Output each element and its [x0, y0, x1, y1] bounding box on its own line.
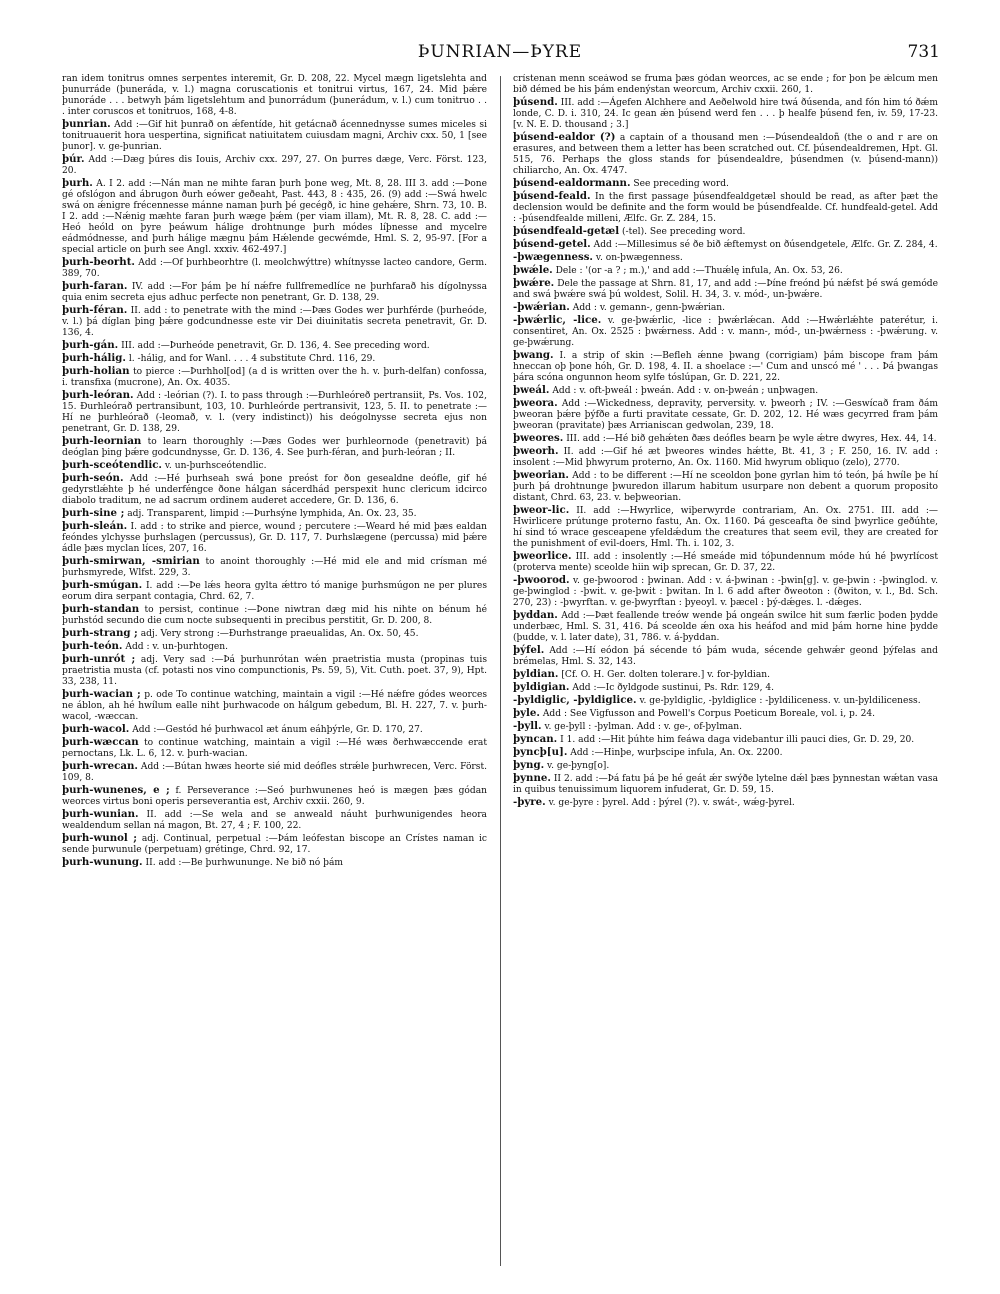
entry-headword: þúsend-ealdor (?)	[513, 131, 616, 143]
entry-headword: þúsend-ealdormann.	[513, 177, 631, 189]
dictionary-entry	[62, 154, 487, 177]
dictionary-entry	[62, 761, 487, 784]
entry-headword: -þyldiglic, -þyldiglice.	[513, 694, 637, 706]
dictionary-entry	[62, 857, 487, 869]
entry-headword: þurh-smirwan, -smirian	[62, 555, 200, 567]
entry-headword: þweál.	[513, 384, 550, 396]
dictionary-entry	[62, 833, 487, 856]
entry-headword: þurh-unrót ;	[62, 653, 136, 665]
entry-headword: þurh.	[62, 177, 93, 189]
entry-headword: þurh-strang ;	[62, 627, 138, 639]
dictionary-entry	[513, 315, 938, 349]
entry-headword: þúsend.	[513, 96, 558, 108]
entry-text: Add : See Vigfusson and Powell's Corpus Poeticum Boreale, vol. i, p. 24.	[542, 709, 876, 719]
dictionary-entry	[62, 521, 487, 555]
dictionary-entry	[62, 281, 487, 304]
right-column	[513, 74, 938, 1270]
entry-text: III. add :—Hé bið gehǽten ðæs deófles bearn þe wyle ǽtre dwyres, Hex. 44, 14.	[566, 434, 937, 444]
entry-text: II. add :—Se wela and se anweald náuht þurhwunigendes heora wealdendum sellan ná magon, Bt. 27, 4 ; F. 100, 22.	[62, 810, 487, 831]
entry-headword: þúsend-feald.	[513, 190, 591, 202]
entry-text: adj. Continual, perpetual :—Þám leófestan biscope an Crístes naman ic sende þurwunule (perpetuam) grétinge, Chrd. 92, 17.	[62, 834, 487, 855]
entry-text: to learn thoroughly :—Þæs Godes wer þurhleornode (penetravit) þá deóglan þing þǽre godcundnysse, Gr. D. 136, 4. See þurh-féran, and þurh-leóran ; II.	[62, 437, 487, 458]
dictionary-entry	[62, 508, 487, 520]
entry-headword: þurh-standan	[62, 603, 140, 615]
dictionary-entry	[513, 610, 938, 644]
dictionary-entry	[62, 785, 487, 808]
entry-text: Dele : '(or -a ? ; m.),' and add :—Thuǽlę infula, An. Ox. 53, 26.	[555, 266, 843, 276]
entry-headword: þurh-wunian.	[62, 808, 139, 820]
entry-text: See preceding word.	[633, 179, 729, 189]
entry-headword: þyddan.	[513, 609, 558, 621]
entry-headword: þurh-leornian	[62, 435, 142, 447]
entry-text: Add : v. oft-þweál : þweán. Add : v. on-þweán ; unþwagen.	[552, 386, 819, 396]
entry-text: III. add : insolently :—Hé smeáde mid tóþundennum móde hú hé þwyrlícost (proterva mente) sceolde hiin wiþ sprecan, Gr. D. 37, 22.	[513, 552, 938, 573]
entry-headword: þurh-sceótendlic.	[62, 459, 162, 471]
dictionary-entry	[513, 398, 938, 432]
dictionary-entry	[513, 433, 938, 445]
entry-headword: þýfel.	[513, 644, 545, 656]
entry-headword: þurh-hálig.	[62, 352, 126, 364]
entry-headword: þúsendfeald-getæl	[513, 225, 620, 237]
entry-text: II 2. add :—Þá fatu þá þe hé geát ǽr swýðe lytelne dǽl þæs þynnestan wǽtan vasa in quibus tenuissimum liquorem infuderat, Gr. D. 59, 15.	[513, 774, 938, 795]
dictionary-entry	[62, 580, 487, 603]
entry-headword: þwǽre.	[513, 277, 555, 289]
entry-headword: þurh-féran.	[62, 304, 128, 316]
dictionary-entry	[513, 350, 938, 384]
entry-text: adj. Transparent, limpid :—Þurhsýne lymphida, An. Ox. 23, 35.	[127, 509, 417, 519]
entry-headword: þurh-wæccan	[62, 736, 139, 748]
page-number: 731	[907, 42, 940, 62]
entry-text: Add : v. un-þurhtogen.	[125, 642, 229, 652]
entry-headword: þúr.	[62, 153, 85, 165]
entry-headword: þurh-wacian ;	[62, 688, 141, 700]
entry-text: v. ge-þwoorod : þwinan. Add : v. á-þwinan : -þwin[g]. v. ge-þwin : -þwinglod. v. ge-þwinglod : -þwit. v. ge-þwit : þwitan. In l. 6 add after ðweoton : (ðwiton, v. l., Bd. Sch. 270, 23) : -þwyrftan. v. ge-þwyrftan : þyeoyl. v. þæcel : þý-dǽges. l. -dǽges.	[513, 576, 938, 608]
dictionary-entry	[513, 132, 938, 177]
entry-text: to persist, continue :—Þone niwtran dæg mid his nihte on bénum hé þurhstód secundo die cum nocte subsequenti in precibus perstitit, Gr. D. 200, 8.	[62, 605, 487, 626]
dictionary-entry	[513, 760, 938, 772]
dictionary-entry	[62, 737, 487, 760]
entry-text: v. ge-þyng[o].	[547, 761, 610, 771]
entry-text: Add :—Gif hit þunrað on ǽfentíde, hit getácnað ácennednysse sumes miceles si tonitruauerit hora uespertina, significat natiuitatem cuiusdam magni, Archiv cxx. 50, 1 [see þunor]. v. ge-þunrian.	[62, 120, 487, 152]
entry-text: v. on-þwægenness.	[595, 253, 683, 263]
entry-text: Add :—Hí eódon þá sécende tó þám wuda, sécende gehwǽr geond þýfelas and brémelas, Hml. S. 32, 143.	[513, 646, 938, 667]
dictionary-entry	[513, 695, 938, 707]
entry-text: Add :—Ic ðyldgode sustinui, Ps. Rdr. 129, 4.	[572, 683, 775, 693]
dictionary-entry	[62, 654, 487, 688]
entry-headword: þurh-seón.	[62, 472, 124, 484]
dictionary-entry	[513, 278, 938, 301]
dictionary-entry	[513, 302, 938, 314]
dictionary-entry	[62, 74, 487, 118]
two-column-body	[62, 74, 938, 1270]
entry-headword: þyle.	[513, 707, 540, 719]
dictionary-entry	[513, 645, 938, 668]
dictionary-entry	[513, 74, 938, 96]
entry-headword: þyncþ[u].	[513, 746, 568, 758]
entry-headword: þweora.	[513, 397, 558, 409]
dictionary-entry	[62, 390, 487, 435]
entry-headword: þyldigian.	[513, 681, 570, 693]
entry-text: Dele the passage at Shrn. 81, 17, and add :—Þíne freónd þú nǽfst þé swá gemóde and swá þwǽre swá þú woldest, Solil. H. 34, 3. v. mód-, un-þwǽre.	[513, 279, 938, 300]
entry-text: III. add :—Þurheóde penetravit, Gr. D. 136, 4. See preceding word.	[121, 341, 430, 351]
entry-text: In the first passage þúsendfealdgetæl should be read, as after þæt the declension would be definite and the form would be þúsendfealde. Cf. hundfeald-getel. Add : -þúsendfealde milleni, Ælfc. Gr. Z. 284, 15.	[513, 192, 938, 224]
entry-headword: þynne.	[513, 772, 551, 784]
dictionary-entry	[513, 505, 938, 550]
entry-text: a captain of a thousand men :—Þúsendealdoñ (the o and r are on erasures, and between them a letter has been scratched out. Cf. þúsendealdremen, Hpt. Gl. 515, 76. Perhaps the gloss stands for þúsendealdre, þúsendmen (v. þúsend-mann)) chiliarcho, An. Ox. 4747.	[513, 133, 938, 176]
entry-headword: -þwægenness.	[513, 251, 593, 263]
dictionary-entry	[513, 773, 938, 796]
dictionary-entry	[513, 446, 938, 469]
entry-text: Add : v. gemann-, genn-þwǽrian.	[572, 303, 726, 313]
entry-headword: þurh-wunung.	[62, 856, 143, 868]
entry-headword: þyldian.	[513, 668, 559, 680]
entry-headword: þweor-lic.	[513, 504, 570, 516]
running-title: ÞUNRIAN—ÞYRE	[417, 42, 583, 62]
entry-text: [Cf. O. H. Ger. dolten tolerare.] v. for-þyldian.	[561, 670, 770, 680]
dictionary-entry	[62, 340, 487, 352]
dictionary-entry	[513, 708, 938, 720]
entry-headword: þurh-wacol.	[62, 723, 130, 735]
entry-headword: þurh-wunol ;	[62, 832, 137, 844]
dictionary-entry	[62, 689, 487, 723]
entry-headword: -þyll.	[513, 720, 542, 732]
entry-headword: þurh-teón.	[62, 640, 123, 652]
entry-text: v. ge-þyldiglic, -þyldiglice : -þyldiliceness. v. un-þyldiliceness.	[639, 696, 921, 706]
entry-text: v. ge-þwǽrlic, -lice : þwǽrlǽcan. Add :—Hwǽrlǽhte paterétur, i. consentiret, An. Ox. 2525 : þwǽrness. Add : v. mann-, mód-, un-þwǽrness : -þwǽrung. v. ge-þwǽrung.	[513, 316, 938, 348]
entry-headword: þurh-beorht.	[62, 256, 135, 268]
entry-text: Add :—Dæg þúres dis Iouis, Archiv cxx. 297, 27. On þurres dæge, Verc. Först. 123, 20.	[62, 155, 487, 176]
dictionary-entry	[513, 226, 938, 238]
dictionary-entry	[62, 628, 487, 640]
entry-text: Add :—Þæt feallende treów wende þá ongeán swilce hit sum færlic þoden þydde underbæc, Hml. S. 31, 416. Þá sceolde ǽn oxa his heáfod and mid þám horne hine þydde (þudde, v. l. later date), 31, 786. v. á-þyddan.	[513, 611, 938, 643]
entry-text: Add :—Wickedness, depravity, perversity. v. þweorh ; IV. :—Geswícað fram ðám þweoran þǽre þýfðe a furti pravitate cessate, Gr. D. 202, 12. Hé wæs gecyrred fram þám þweoran (pravitate) þæs Arrianiscan gedwolan, 239, 18.	[513, 399, 938, 431]
entry-text: Add :—Hé þurhseah swá þone preóst for ðon gesealdne deófle, gif hé gedyrstlǽhte þ hé underféngce ðone hálgan sácerdhád perspexit hunc clericum idcirco diabolo traditum, ne ad sacrum ordinem auderet accedere, Gr. D. 136, 6.	[62, 474, 487, 506]
dictionary-entry	[513, 669, 938, 681]
dictionary-entry	[513, 191, 938, 225]
entry-text: A. I 2. add :—Nán man ne mihte faran þurh þone weg, Mt. 8, 28. III 3. add :—Þone gé ofslógon and ábrugon ðurh eówer geðeaht, Past. 443, 8 : 435, 26. (9) add :—Swá hwelc swá on ǽnigre frécennesse mánne naman þurh þé gecégð, ic hine gehǽre, Shrn. 73, 10. B. I 2. add :—Nǽnig mæhte faran þurh wæge þǽm (per viam illam), Mt. R. 8, 28. C. add :—Heó heóld on þyre þeáwum hálige drohtnunge þurh módes líþnesse and mycelre eádmódnesse, and þurh hálige mægnu þám Hǽlende gecwémde, Hml. S. 2, 95-97. [For a special article on þurh see Angl. xxxiv. 462-497.]	[62, 179, 487, 255]
entry-headword: þurh-leóran.	[62, 389, 134, 401]
dictionary-entry	[513, 734, 938, 746]
dictionary-entry	[513, 385, 938, 397]
entry-headword: -þwoorod.	[513, 574, 570, 586]
entry-text: Add :—Millesimus sé ðe bið ǽftemyst on ðúsendgetele, Ælfc. Gr. Z. 284, 4.	[593, 240, 938, 250]
entry-text: III. add :—Ágefen Alchhere and Aeðelwold hire twá ðúsenda, and fón him tó ðǽm londe, C. D. i. 310, 24. Ic gean ǽn þúsend werd fen . . . þ healfe þúsend fen, iv. 59, 17-23. [v. N. E. D. thousand ; 3.]	[513, 98, 938, 130]
dictionary-entry	[513, 97, 938, 131]
entry-headword: þurh-sine ;	[62, 507, 125, 519]
entry-text: adj. Very sad :—Þá þurhunrótan wǽn praetristia musta (propinas tuis praetristia musta (cf. potasti nos vino compunctionis, Ps. 59, 5), Vit. Cuth. poet. 37, 9), Hpt. 33, 238, 11.	[62, 655, 487, 687]
entry-text: to continue watching, maintain a vigil :—Hé wæs ðerhwæccende erat pernoctans, Lk. L. 6, 12. v. þurh-wacian.	[62, 738, 487, 759]
entry-text: to pierce :—Þurhhol[od] (a d is written over the h. v. þurh-delfan) confossa, i. transfixa (mucrone), An. Ox. 4035.	[62, 367, 487, 388]
entry-headword: -þyre.	[513, 796, 546, 808]
dictionary-entry	[62, 809, 487, 832]
dictionary-entry	[62, 460, 487, 472]
dictionary-entry	[62, 556, 487, 579]
dictionary-entry	[62, 436, 487, 459]
entry-text: p. ode To continue watching, maintain a vigil :—Hé nǽfre gódes weorces ne áblon, ah hé hwílum ealle niht þurhwacode on hálgum gebedum, Bl. H. 227, 7. v. þurh-wacol, -wæccan.	[62, 690, 487, 722]
dictionary-entry	[62, 724, 487, 736]
entry-text: I. a strip of skin :—Befleh ǽnne þwang (corrigiam) þám biscope fram þám hneccan oþ þone hóh, Gr. D. 198, 4. II. a shoelace :—' Cum and unscó mé ' . . . Þá þwangas þára scóna ongunnon heom sylfe tóslúpan, Gr. D. 221, 22.	[513, 351, 938, 383]
entry-text: Add : -leórian (?). I. to pass through :—Ðurhleóreð pertransiit, Ps. Vos. 102, 15. Ðurhleórað pertransibunt, 103, 10. Þurhleórde pertransivit, 123, 5. II. to penetrate :—Hí ne þurhleórað (-leomað, v. l. (very indistinct)) his deógolnysse secreta ejus non penetrant, Gr. D. 138, 29.	[62, 391, 487, 434]
entry-headword: þúsend-getel.	[513, 238, 591, 250]
dictionary-entry	[513, 682, 938, 694]
dictionary-entry	[62, 641, 487, 653]
entry-headword: þurh-smúgan.	[62, 579, 143, 591]
dictionary-entry	[62, 257, 487, 280]
entry-text: Add :—Of þurhbeorhtre (l. meolchwýttre) whítnysse lacteo candore, Germ. 389, 70.	[62, 258, 487, 279]
entry-text: Add :—Bútan hwæs heorte sié mid deófles strǽle þurhwrecen, Verc. Först. 109, 8.	[62, 762, 487, 783]
entry-headword: þyng.	[513, 759, 545, 771]
entry-text: v. ge-þyre : þyrel. Add : þýrel (?). v. swát-, wǽg-þyrel.	[548, 798, 795, 808]
dictionary-entry	[62, 473, 487, 507]
dictionary-entry	[513, 239, 938, 251]
entry-text: Add :—Hinþe, wurþscipe infula, An. Ox. 2200.	[570, 748, 783, 758]
entry-headword: þunrian.	[62, 118, 111, 130]
entry-text: I 1. add :—Hit þúhte him feáwa daga videbantur illi pauci dies, Gr. D. 29, 20.	[560, 735, 915, 745]
entry-text: Add :—Gestód hé þurhwacol æt ánum eáhþýrle, Gr. D. 170, 27.	[132, 725, 423, 735]
entry-headword: þwǽle.	[513, 264, 553, 276]
dictionary-entry	[513, 551, 938, 574]
entry-headword: þurh-gán.	[62, 339, 119, 351]
dictionary-entry	[62, 178, 487, 256]
entry-headword: -þwǽrlic, -lice.	[513, 314, 602, 326]
column-divider	[500, 76, 501, 1266]
entry-text: to anoint thoroughly :—Hé mid ele and mid crísman mé þurhsmyrede, Wlfst. 229, 3.	[62, 557, 487, 578]
entry-text: I. add :—Þe lǽs heora gylta ǽttro tó manige þurhsmúgon ne per plures eorum dira serpant contagia, Chrd. 62, 7.	[62, 581, 487, 602]
dictionary-entry	[513, 575, 938, 609]
entry-headword: þweores.	[513, 432, 564, 444]
dictionary-entry	[62, 305, 487, 339]
dictionary-entry	[513, 747, 938, 759]
entry-text: I. add : to strike and pierce, wound ; percutere :—Weard hé mid þæs ealdan feóndes ylchysse þurhslagen (percussus), Gr. D. 117, 7. Þurhslægene (percussa) mid þǽre ádle þæs myclan líces, 207, 16.	[62, 522, 487, 554]
dictionary-entry	[513, 470, 938, 504]
dictionary-entry	[62, 366, 487, 389]
dictionary-entry	[62, 353, 487, 365]
entry-text: adj. Very strong :—Ðurhstrange praeualidas, An. Ox. 50, 45.	[140, 629, 419, 639]
entry-text: crístenan menn sceáwod se fruma þæs gódan weorces, ac se ende ; for þon þe ǽlcum men bið démed be his þám endenýstan weorcum, Archiv cxxii. 260, 1.	[513, 74, 938, 95]
dictionary-entry	[62, 604, 487, 627]
entry-text: Add : to be different :—Hí ne sceoldon þone gyrlan him tó teón, þá hwíle þe hí þurh þá drohtnunge þwuredon illarum habitum usurpare non debent a quorum proposito distant, Chrd. 63, 23. v. beþweorian.	[513, 471, 938, 503]
entry-text: ran idem tonitrus omnes serpentes interemit, Gr. D. 208, 22. Mycel mægn ligetslehta and þunurráde (þuneráda, v. l.) magna coruscationis et tonitrui virtus, 167, 24. Mid þǽre þunoráde . . . betwyh þám ligetslehtum and þunorrádum (þunerádum, v. l.) cum tonitruo . . . inter coruscos et tonitruos, 168, 4-8.	[62, 74, 487, 117]
entry-text: v. un-þurhsceótendlic.	[164, 461, 267, 471]
entry-text: II. add :—Hwyrlice, wiþerwyrde contrariam, An. Ox. 2751. III. add :—Hwirlicere prútunge proterno fastu, An. Ox. 1160. Þá gesceafta ðe sind þwyrlice geðúhte, hí sind tó wrace gesceapene yfeldǽdum the creatures that seem evil, they are created for the punishment of evil-doers, Hml. Th. i. 102, 3.	[513, 506, 938, 549]
entry-text: II. add :—Gif hé æt þweores windes hǽtte, Bt. 41, 3 ; F. 250, 16. IV. add : insolent :—Mid þhwyrum proterno, An. Ox. 1160. Mid hwyrum obliquo (zelo), 2770.	[513, 447, 938, 468]
left-column	[62, 74, 487, 1270]
entry-text: II. add : to penetrate with the mind :—Þæs Godes wer þurhférde (þurheóde, v. l.) þá díglan þing þǽre godcundnesse este vir Dei diuinitatis secreta penetravit, Gr. D. 136, 4.	[62, 306, 487, 338]
entry-headword: þweorh.	[513, 445, 559, 457]
entry-text: v. ge-þyll : -þylman. Add : v. ge-, of-þylman.	[544, 722, 743, 732]
entry-headword: þweorian.	[513, 469, 569, 481]
entry-headword: þwang.	[513, 349, 554, 361]
page-header	[60, 42, 940, 68]
dictionary-entry	[513, 252, 938, 264]
dictionary-entry	[513, 797, 938, 809]
entry-headword: þurh-holian	[62, 365, 130, 377]
entry-text: IV. add :—For þám þe hí nǽfre fullfremedlíce ne þurhfarað his dígolnyssa quia enim secreta ejus adhuc perfecte non penetrant, Gr. D. 138, 29.	[62, 282, 487, 303]
dictionary-entry	[513, 178, 938, 190]
entry-text: (-tel). See preceding word.	[622, 227, 746, 237]
entry-headword: þurh-faran.	[62, 280, 128, 292]
entry-headword: þurh-wrecan.	[62, 760, 138, 772]
dictionary-entry	[62, 119, 487, 153]
entry-headword: þweorlice.	[513, 550, 572, 562]
entry-headword: þurh-wunenes, e ;	[62, 784, 170, 796]
entry-text: l. -hálig, and for Wanl. . . . 4 substitute Chrd. 116, 29.	[128, 354, 376, 364]
entry-headword: -þwǽrian.	[513, 301, 570, 313]
dictionary-entry	[513, 721, 938, 733]
entry-headword: þurh-sleán.	[62, 520, 128, 532]
dictionary-entry	[513, 265, 938, 277]
entry-headword: þyncan.	[513, 733, 558, 745]
entry-text: II. add :—Be þurhwununge. Ne bið nó þám	[145, 858, 344, 868]
entry-text: f. Perseverance :—Seó þurhwunenes heó is mægen þæs gódan weorces virtus boni operis perseverantia est, Archiv cxxii. 260, 9.	[62, 786, 487, 807]
